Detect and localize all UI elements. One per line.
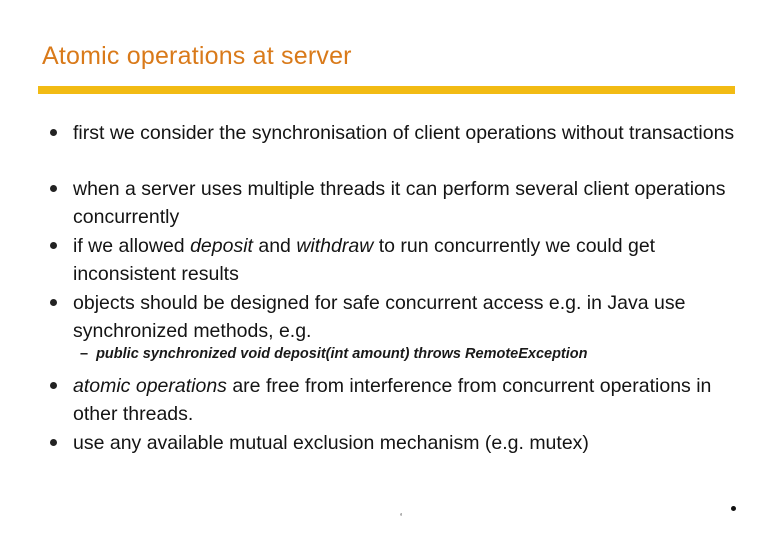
- bullet-item: [48, 119, 753, 147]
- bullet-emphasis-deposit: deposit: [190, 235, 253, 257]
- bullet-emphasis-withdraw: withdraw: [296, 235, 374, 257]
- bullet-item: [48, 175, 753, 231]
- sub-bullet-item: [80, 346, 588, 362]
- corner-dot-icon: [731, 506, 736, 511]
- page-title: Atomic operations at server: [42, 42, 352, 70]
- bullet-text: use any available mutual exclusion mechanism (e.g. mutex): [73, 432, 589, 454]
- bullet-dot-icon: [50, 242, 57, 249]
- bullet-dot-icon: [50, 382, 57, 389]
- sub-bullet-dash: –: [80, 346, 89, 362]
- bullet-dot-icon: [50, 439, 57, 446]
- bullet-item: [48, 429, 753, 457]
- bullet-text-prefix: if we allowed: [73, 235, 191, 257]
- bullet-item: [48, 232, 753, 288]
- bullet-emphasis-atomic: atomic operations: [73, 375, 227, 397]
- bullet-text: first we consider the synchronisation of client operations without transactions: [73, 122, 735, 144]
- title-underline: [38, 86, 735, 94]
- bullet-text-suffix: to run concurrently we could get inconsistent results: [73, 235, 656, 285]
- bullet-text: when a server uses multiple threads it can perform several client operations concurrently: [73, 178, 726, 228]
- bullet-text-suffix: are free from interference from concurrent operations in other threads.: [73, 375, 712, 425]
- bullet-text-middle: and: [252, 235, 297, 257]
- sub-bullet-text: public synchronized void deposit(int amount) throws RemoteException: [96, 346, 588, 362]
- bullet-dot-icon: [50, 185, 57, 192]
- bullet-dot-icon: [50, 299, 57, 306]
- bullet-text: objects should be designed for safe concurrent access e.g. in Java use synchronized methods, e.g.: [73, 292, 686, 342]
- bullet-item: [48, 372, 753, 428]
- page-mark: ‘: [400, 512, 403, 523]
- bullet-dot-icon: [50, 129, 57, 136]
- bullet-item: [48, 289, 753, 345]
